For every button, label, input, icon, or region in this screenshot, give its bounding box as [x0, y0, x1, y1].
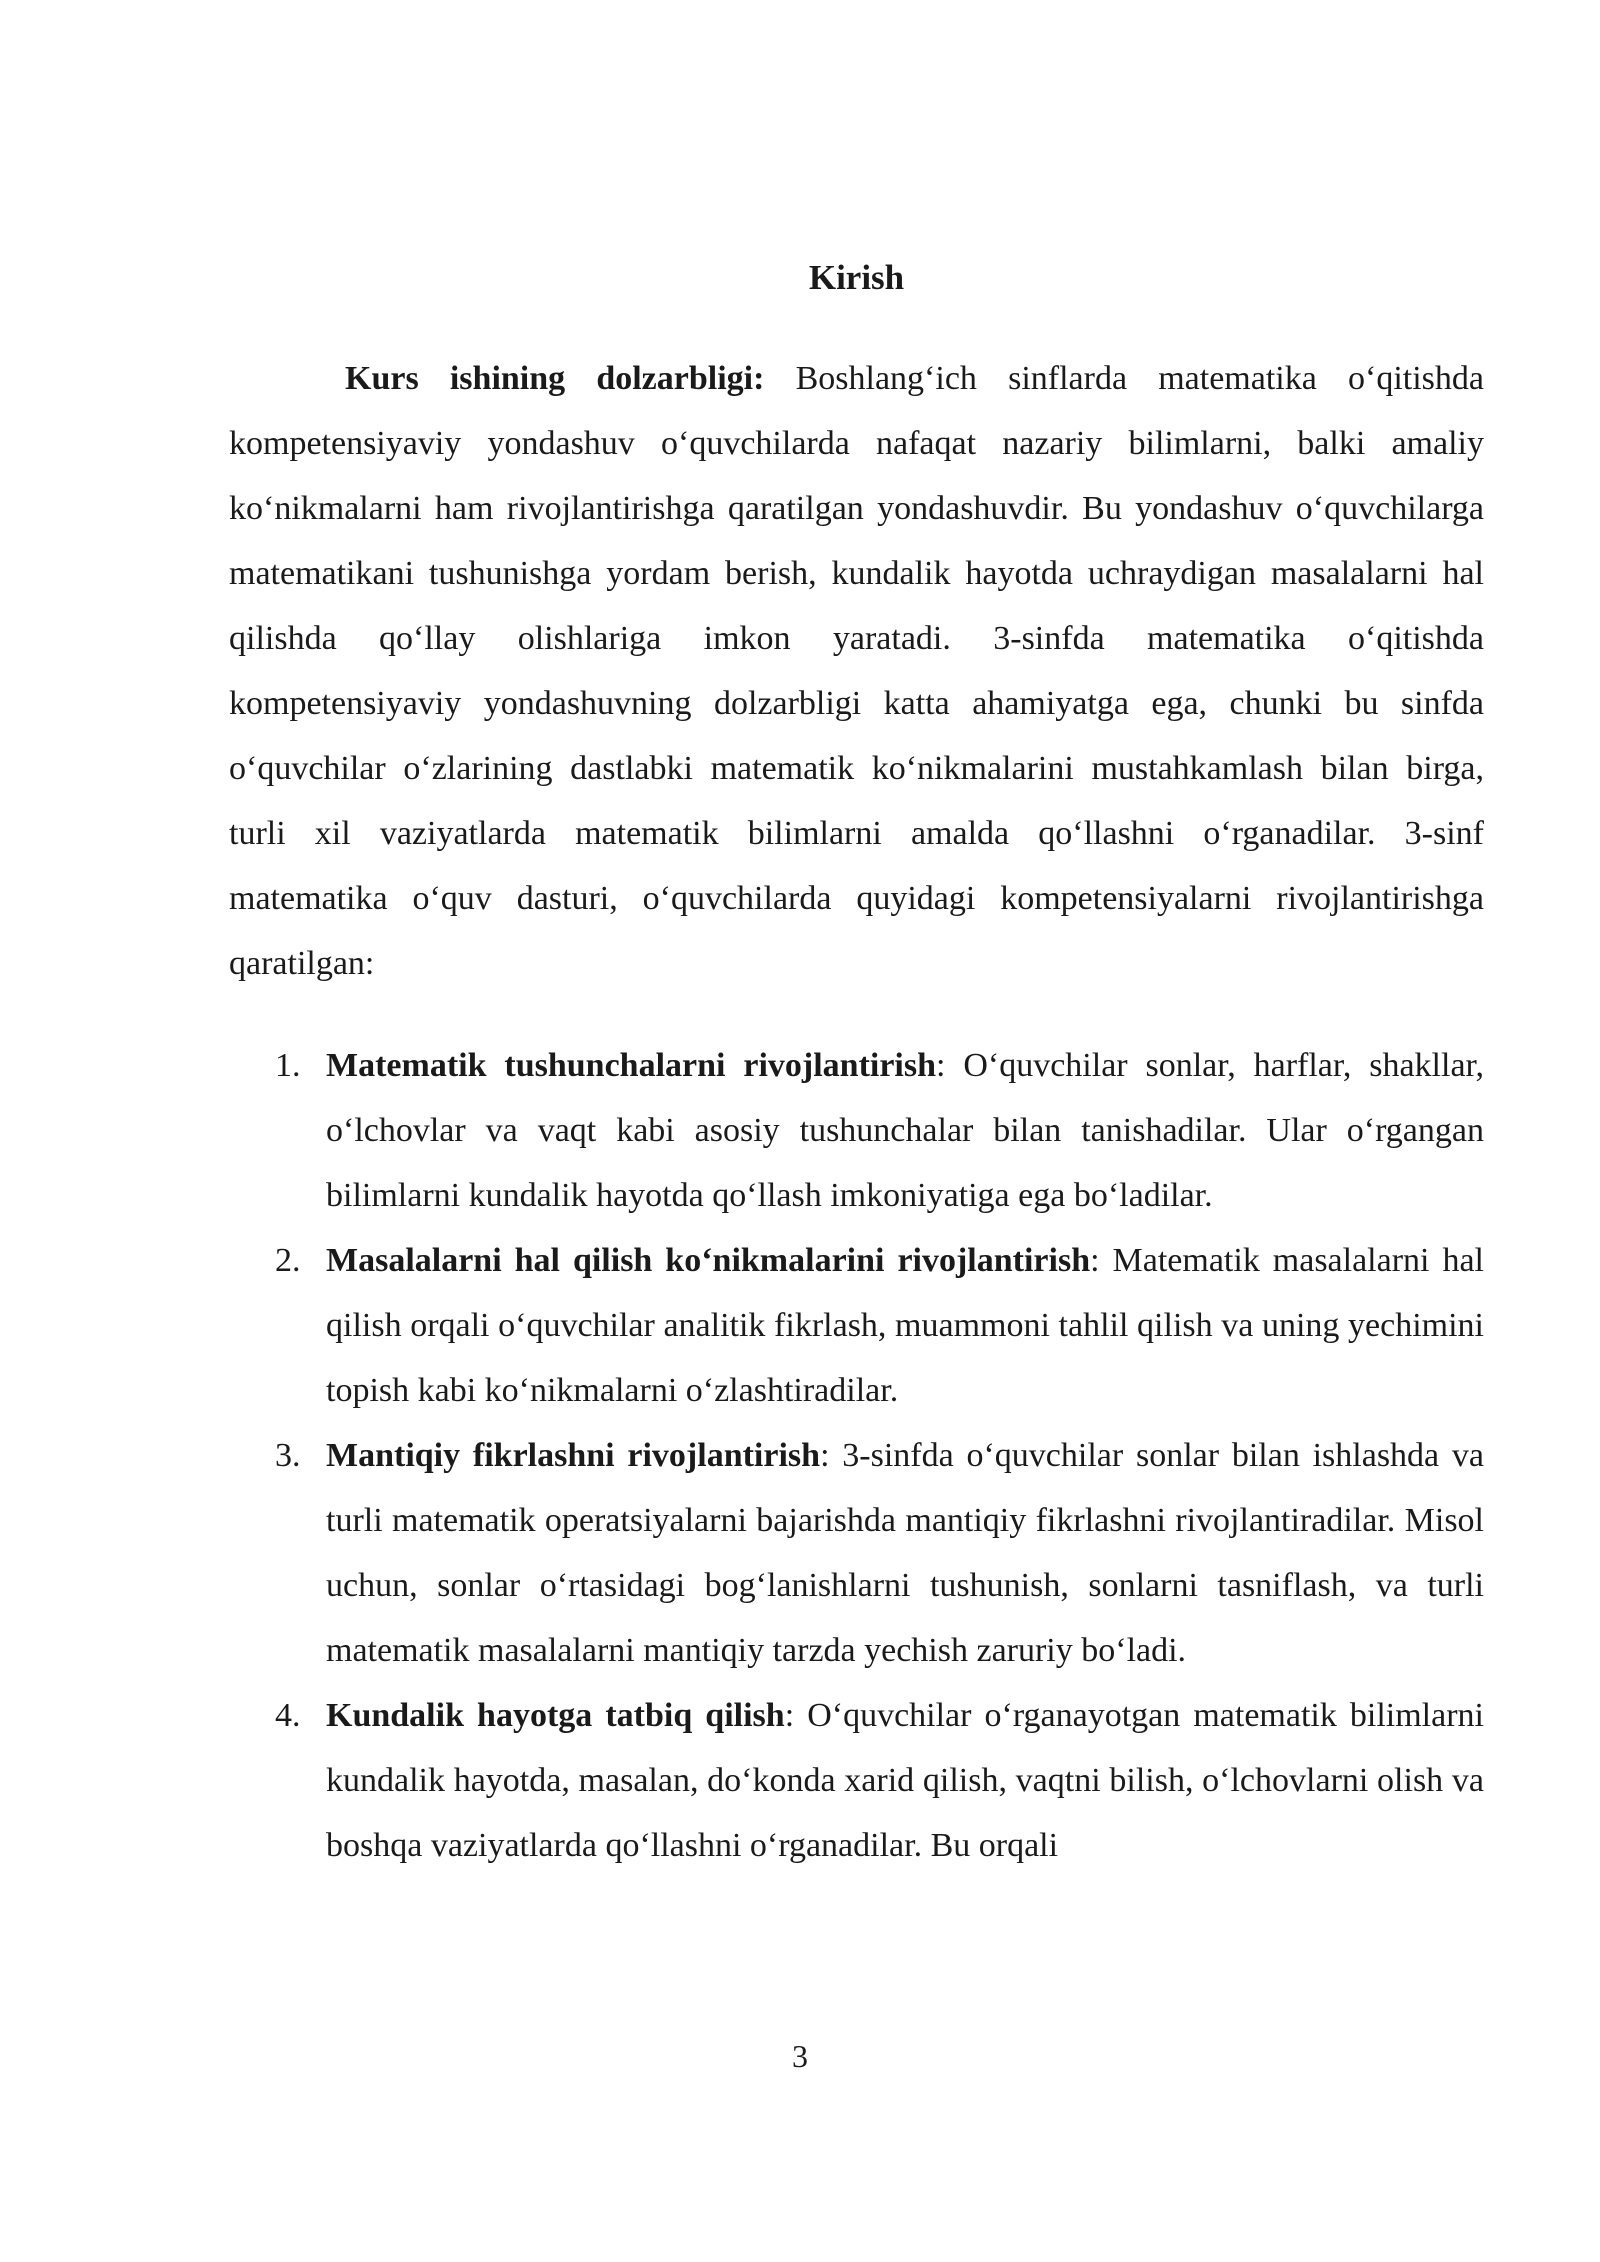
list-number: 2. — [275, 1242, 301, 1279]
list-item-heading: Masalalarni hal qilish ko‘nikmalarini rivojlantirish — [326, 1242, 1091, 1279]
competency-list — [229, 1033, 1484, 1878]
list-item — [229, 1033, 1484, 1228]
list-number: 3. — [275, 1437, 301, 1474]
list-item-text: : Matematik masalalarni hal qilish orqali o‘quvchilar analitik fikrlash, muammoni tahlil qilish va uning yechimini topish kabi ko‘nikmalarni o‘zlashtiradilar. — [326, 1242, 1484, 1409]
list-item-text: : O‘quvchilar sonlar, harflar, shakllar, o‘lchovlar va vaqt kabi asosiy tushunchalar bilan tanishadilar. Ular o‘rgangan bilimlarni kundalik hayotda qo‘llash imkoniyatiga ega bo‘ladilar. — [326, 1047, 1484, 1214]
page-number: 3 — [792, 2038, 808, 2074]
list-item-heading: Matematik tushunchalarni rivojlantirish — [326, 1047, 937, 1084]
intro-text: Boshlang‘ich sinflarda matematika o‘qitishda kompetensiyaviy yondashuv o‘quvchilarda nafaqat nazariy bilimlarni, balki amaliy ko‘nikmalarni ham rivojlantirishga qaratilgan yondashuvdir. Bu yondashuv o‘quvchilarga matematikani tushunishga yordam berish, kundalik hayotda uchraydigan masalalarni hal qilishda qo‘llay olishlariga imkon yaratadi. 3-sinfda matematika o‘qitishda kompetensiyaviy yondashuvning dolzarbligi katta ahamiyatga ega, chunki bu sinfda o‘quvchilar o‘zlarining dastlabki matematik ko‘nikmalarini mustahkamlash bilan birga, turli xil vaziyatlarda matematik bilimlarni amalda qo‘llashni o‘rganadilar. 3-sinf matematika o‘quv dasturi, o‘quvchilarda quyidagi kompetensiyalarni rivojlantirishga qaratilgan: — [229, 360, 1484, 982]
intro-lead: Kurs ishining dolzarbligi: — [345, 360, 765, 397]
list-item — [229, 1683, 1484, 1878]
list-item-heading: Mantiqiy fikrlashni rivojlantirish — [326, 1437, 821, 1474]
list-item — [229, 1423, 1484, 1683]
list-item-text: : O‘quvchilar o‘rganayotgan matematik bilimlarni kundalik hayotda, masalan, do‘konda xarid qilish, vaqtni bilish, o‘lchovlarni olish va boshqa vaziyatlarda qo‘llashni o‘rganadilar. Bu orqali — [326, 1697, 1484, 1864]
list-item — [229, 1228, 1484, 1423]
list-item-heading: Kundalik hayotga tatbiq qilish — [326, 1697, 785, 1734]
intro-paragraph — [229, 346, 1484, 996]
list-number: 4. — [275, 1697, 301, 1734]
list-number: 1. — [275, 1047, 301, 1084]
page-title: Kirish — [808, 258, 905, 297]
document-page — [229, 250, 1484, 1878]
list-item-text: : 3-sinfda o‘quvchilar sonlar bilan ishlashda va turli matematik operatsiyalarni bajarishda mantiqiy fikrlashni rivojlantiradilar. Misol uchun, sonlar o‘rtasidagi bog‘lanishlarni tushunish, sonlarni tasniflash, va turli matematik masalalarni mantiqiy tarzda yechish zaruriy bo‘ladi. — [326, 1437, 1485, 1669]
